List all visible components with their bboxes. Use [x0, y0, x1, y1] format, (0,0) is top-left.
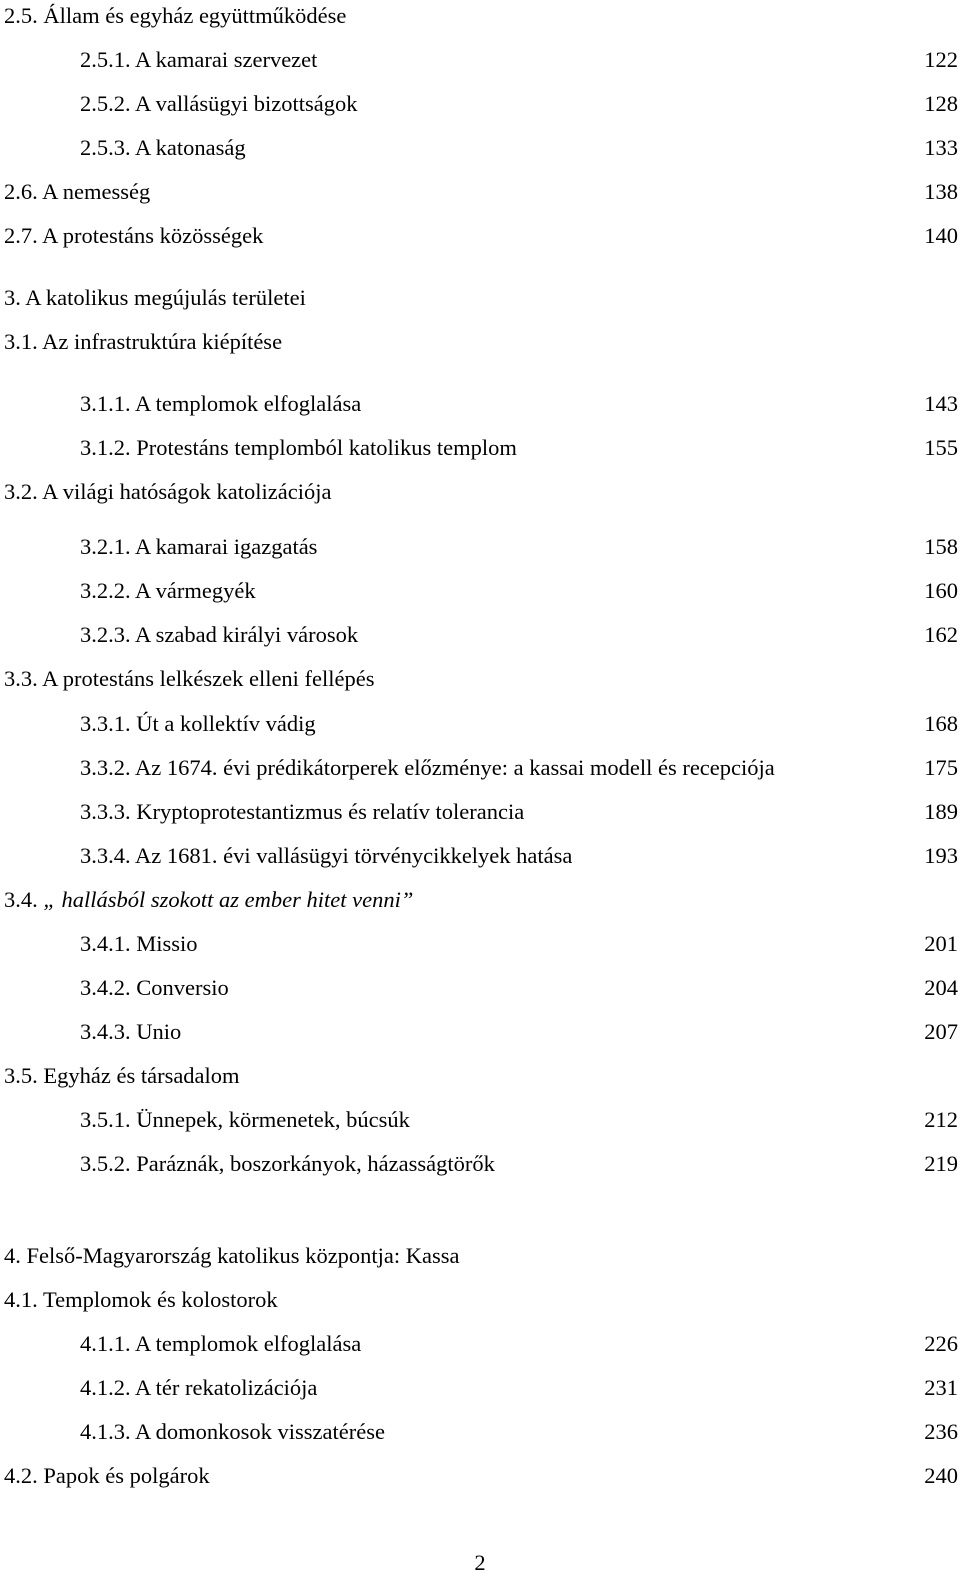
toc-entry-label: [80, 1329, 361, 1359]
toc-entry-label: [4, 327, 282, 357]
toc-entry-label: [80, 797, 524, 827]
toc-entry: [0, 753, 960, 783]
toc-entry-label: [80, 709, 316, 739]
toc-entry-title: Az infrastruktúra kiépítése: [42, 329, 283, 354]
toc-entry-label: [80, 389, 361, 419]
toc-entry-number: 3.5.: [4, 1063, 38, 1088]
toc-entry-title: Út a kollektív vádig: [136, 711, 316, 736]
toc-entry-label: [4, 885, 413, 915]
toc-entry-number: 3.: [4, 285, 21, 310]
toc-entry-page: 212: [924, 1107, 958, 1132]
toc-entry-number: 3.1.2.: [80, 435, 131, 460]
toc-entry-number: 4.1.2.: [80, 1375, 131, 1400]
toc-entry-title: A vallásügyi bizottságok: [135, 91, 358, 116]
toc-entry-title: „ hallásból szokott az ember hitet venni”: [43, 887, 414, 912]
toc-entry-label: [4, 477, 331, 507]
toc-entry: [0, 1417, 960, 1447]
toc-entry-number: 3.2.3.: [80, 622, 131, 647]
toc-entry-page: 162: [924, 622, 958, 647]
toc-entry-page: 168: [924, 711, 958, 736]
toc-entry-label: [4, 1061, 240, 1091]
toc-entry-label: [4, 1461, 210, 1491]
toc-entry-number: 4.1.3.: [80, 1419, 131, 1444]
toc-entry-title: Paráznák, boszorkányok, házasságtörők: [136, 1151, 495, 1176]
toc-entry: [0, 133, 960, 163]
toc-entry-page: 236: [924, 1419, 958, 1444]
toc-entry-title: A protestáns közösségek: [42, 223, 264, 248]
toc-entry-title: Az 1681. évi vallásügyi törvénycikkelyek hatása: [135, 843, 573, 868]
toc-entry: [0, 1105, 960, 1135]
toc-entry: [0, 177, 960, 207]
toc-entry-title: Unio: [136, 1019, 182, 1044]
toc-entry-page: 138: [924, 179, 958, 204]
toc-entry-label: [4, 664, 375, 694]
toc-entry-page: 193: [924, 843, 958, 868]
toc-entry-page: 207: [924, 1019, 958, 1044]
toc-entry-page: 226: [924, 1331, 958, 1356]
toc-entry-label: [4, 283, 306, 313]
toc-entry: [0, 1017, 960, 1047]
toc-entry-title: A nemesség: [42, 179, 151, 204]
toc-entry-number: 3.2.: [4, 479, 38, 504]
toc-entry: [0, 45, 960, 75]
toc-entry: [0, 1285, 960, 1315]
toc-entry-page: 155: [924, 435, 958, 460]
toc-entry-title: A templomok elfoglalása: [135, 391, 362, 416]
toc-entry-label: [80, 1373, 317, 1403]
toc-entry: [0, 89, 960, 119]
toc-entry-number: 3.3.1.: [80, 711, 131, 736]
toc-entry: [0, 664, 960, 694]
toc-entry: [0, 1329, 960, 1359]
toc-entry-title: Egyház és társadalom: [43, 1063, 240, 1088]
toc-entry: [0, 973, 960, 1003]
toc-entry-label: [80, 576, 256, 606]
toc-entry-title: A kamarai szervezet: [135, 47, 318, 72]
toc-entry-title: A tér rekatolizációja: [135, 1375, 318, 1400]
toc-entry-title: A protestáns lelkészek elleni fellépés: [42, 666, 375, 691]
toc-entry-label: [80, 753, 775, 783]
toc-entry: [0, 532, 960, 562]
toc-entry-page: 140: [924, 223, 958, 248]
toc-entry-label: [80, 89, 358, 119]
toc-entry-number: 4.1.: [4, 1287, 38, 1312]
toc-entry: [0, 477, 960, 507]
toc-entry-number: 3.1.: [4, 329, 38, 354]
toc-entry-title: A szabad királyi városok: [135, 622, 359, 647]
toc-entry: [0, 709, 960, 739]
toc-entry: [0, 221, 960, 251]
toc-entry-title: A kamarai igazgatás: [135, 534, 318, 559]
toc-entry-title: Állam és egyház együttműködése: [43, 3, 347, 28]
toc-entry-title: Missio: [136, 931, 198, 956]
toc-entry-label: [80, 1017, 181, 1047]
toc-entry-label: [80, 1417, 385, 1447]
toc-entry: [0, 1, 960, 31]
toc-entry: [0, 1149, 960, 1179]
toc-entry-number: 3.4.3.: [80, 1019, 131, 1044]
toc-entry-page: 143: [924, 391, 958, 416]
toc-entry-page: 231: [924, 1375, 958, 1400]
toc-entry-title: Kryptoprotestantizmus és relatív tolerancia: [136, 799, 525, 824]
toc-entry-number: 3.3.4.: [80, 843, 131, 868]
toc-entry: [0, 797, 960, 827]
toc-entry-number: 3.2.2.: [80, 578, 131, 603]
toc-entry-number: 4.2.: [4, 1463, 38, 1488]
toc-entry-title: Az 1674. évi prédikátorperek előzménye: a kassai modell és recepciója: [135, 755, 775, 780]
toc-entry-label: [80, 973, 229, 1003]
toc-entry-number: 2.7.: [4, 223, 38, 248]
toc-entry: [0, 327, 960, 357]
toc-entry-number: 3.5.2.: [80, 1151, 131, 1176]
toc-entry-page: 122: [924, 47, 958, 72]
toc-entry-number: 3.3.3.: [80, 799, 131, 824]
toc-entry-number: 3.4.: [4, 887, 38, 912]
toc-entry-title: Ünnepek, körmenetek, búcsúk: [136, 1107, 410, 1132]
toc-entry-label: [80, 1149, 495, 1179]
toc-entry: [0, 620, 960, 650]
toc-entry-label: [80, 45, 317, 75]
toc-entry-title: A vármegyék: [135, 578, 256, 603]
toc-entry-number: 3.4.2.: [80, 975, 131, 1000]
toc-entry-title: Templomok és kolostorok: [42, 1287, 278, 1312]
toc-entry-label: [80, 532, 317, 562]
toc-entry-page: 128: [924, 91, 958, 116]
toc-entry-label: [80, 620, 358, 650]
toc-entry-page: 158: [924, 534, 958, 559]
toc-entry-title: Papok és polgárok: [43, 1463, 210, 1488]
toc-entry-number: 3.2.1.: [80, 534, 131, 559]
toc-entry: [0, 1373, 960, 1403]
toc-entry-title: A domonkosok visszatérése: [135, 1419, 385, 1444]
toc-entry: [0, 1061, 960, 1091]
toc-entry-number: 3.5.1.: [80, 1107, 131, 1132]
toc-entry-number: 2.5.: [4, 3, 38, 28]
toc-entry-title: Conversio: [136, 975, 229, 1000]
toc-entry-title: A katonaság: [135, 135, 246, 160]
toc-entry: [0, 433, 960, 463]
toc-entry-title: A katolikus megújulás területei: [25, 285, 306, 310]
toc-entry-title: A templomok elfoglalása: [135, 1331, 362, 1356]
toc-entry-title: Protestáns templomból katolikus templom: [136, 435, 517, 460]
page-number: 2: [474, 1550, 486, 1575]
toc-entry-number: 3.4.1.: [80, 931, 131, 956]
toc-entry: [0, 576, 960, 606]
toc-entry: [0, 841, 960, 871]
toc-entry-page: 219: [924, 1151, 958, 1176]
toc-entry-number: 2.5.3.: [80, 135, 131, 160]
toc-entry-label: [80, 1105, 410, 1135]
toc-entry-page: 189: [924, 799, 958, 824]
toc-entry: [0, 1461, 960, 1491]
toc-entry-label: [80, 433, 517, 463]
toc-entry-label: [80, 133, 246, 163]
toc-entry-title: A világi hatóságok katolizációja: [42, 479, 332, 504]
toc-entry-number: 3.3.2.: [80, 755, 131, 780]
toc-entry-page: 201: [924, 931, 958, 956]
toc-entry: [0, 929, 960, 959]
toc-entry-number: 2.6.: [4, 179, 38, 204]
toc-entry-number: 3.3.: [4, 666, 38, 691]
toc-entry-number: 4.1.1.: [80, 1331, 131, 1356]
toc-entry-page: 133: [924, 135, 958, 160]
toc-entry-page: 160: [924, 578, 958, 603]
toc-entry-number: 4.: [4, 1243, 21, 1268]
toc-entry-label: [4, 221, 263, 251]
toc-entry: [0, 389, 960, 419]
toc-entry-label: [80, 929, 198, 959]
toc-entry: [0, 283, 960, 313]
toc-entry-number: 3.1.1.: [80, 391, 131, 416]
toc-entry-label: [4, 1, 346, 31]
toc-entry-page: 204: [924, 975, 958, 1000]
toc-entry-label: [4, 1285, 278, 1315]
toc-entry-page: 240: [924, 1463, 958, 1488]
toc-entry-label: [4, 177, 150, 207]
toc-entry-title: Felső-Magyarország katolikus központja: Kassa: [26, 1243, 460, 1268]
toc-entry-number: 2.5.2.: [80, 91, 131, 116]
toc-entry-label: [80, 841, 572, 871]
toc-entry: [0, 1241, 960, 1271]
toc-entry-number: 2.5.1.: [80, 47, 131, 72]
toc-entry: [0, 885, 960, 915]
toc-entry-page: 175: [924, 755, 958, 780]
toc-entry-label: [4, 1241, 460, 1271]
